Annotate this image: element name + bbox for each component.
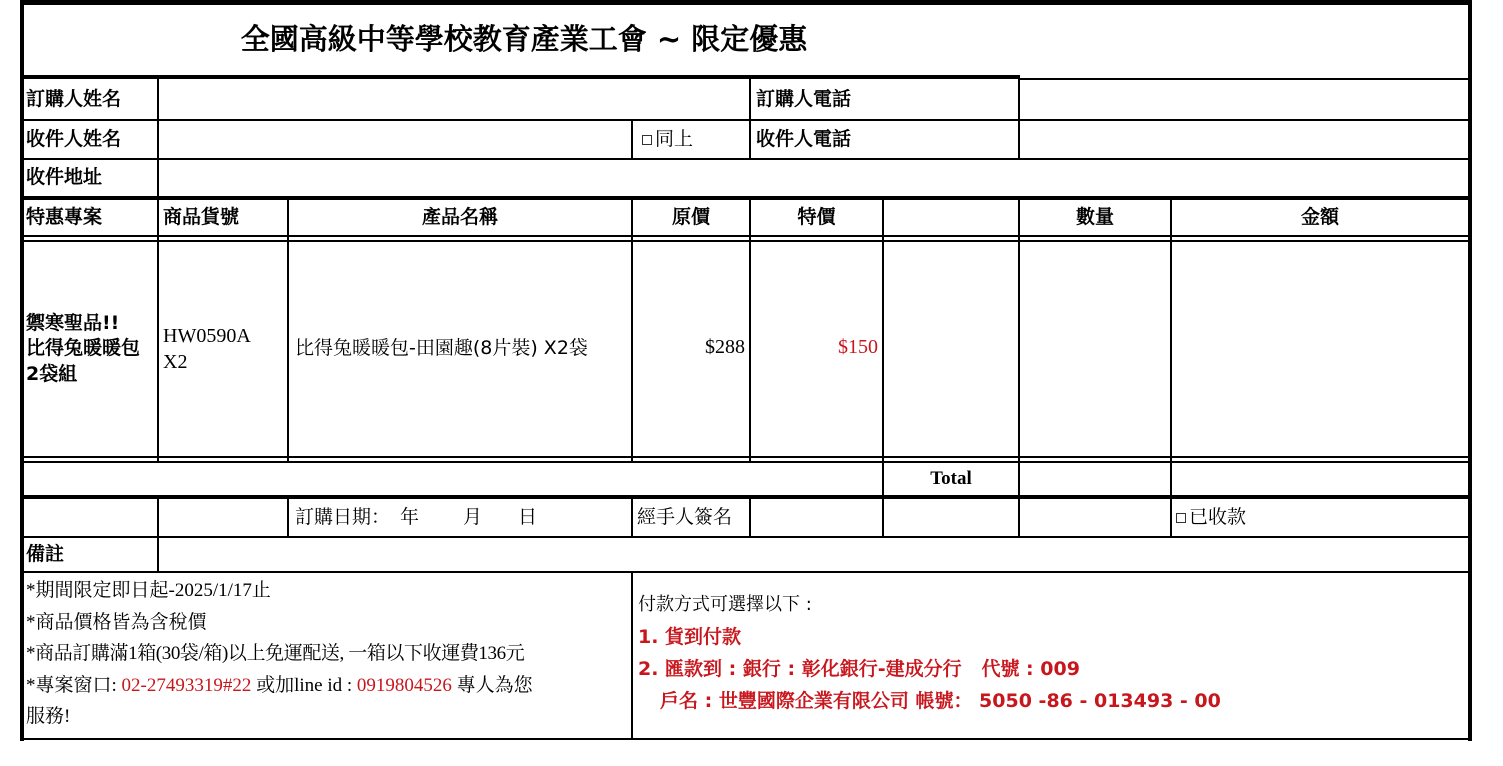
note-contact-mid: 或加line id : bbox=[251, 674, 357, 696]
col-a bbox=[157, 78, 159, 463]
item-quantity-field[interactable] bbox=[1020, 242, 1170, 456]
promo-line-2: 比得兔暖暖包 bbox=[26, 337, 141, 360]
payment-received-label: 已收款 bbox=[1189, 505, 1247, 528]
payment-received-checkbox[interactable] bbox=[1176, 499, 1246, 536]
col-b bbox=[287, 198, 289, 463]
orderer-phone-label: 訂購人電話 bbox=[756, 87, 852, 110]
handler-signature-field[interactable] bbox=[751, 499, 882, 536]
same-as-above-label: 同上 bbox=[655, 127, 694, 150]
remarks-label: 備註 bbox=[26, 542, 65, 565]
notes-block bbox=[26, 575, 626, 733]
header-original-price: 原價 bbox=[671, 205, 710, 228]
remarks-field[interactable] bbox=[163, 538, 1463, 571]
page-title: 全國高級中等學校教育產業工會 ~ 限定優惠 bbox=[240, 22, 808, 57]
sku-line-1: HW0590A bbox=[163, 325, 251, 347]
order-date-year: 年 bbox=[400, 505, 420, 528]
handler-signature-label: 經手人簽名 bbox=[637, 505, 733, 528]
promo-name bbox=[26, 242, 140, 456]
header-sku: 商品貨號 bbox=[163, 205, 240, 228]
border-right bbox=[1468, 0, 1472, 741]
note-line-4 bbox=[26, 670, 626, 702]
total-quantity-field[interactable] bbox=[1020, 463, 1170, 495]
promo-line-3: 2袋組 bbox=[26, 362, 78, 385]
recipient-phone-label: 收件人電話 bbox=[756, 127, 852, 150]
promo-line-1: 禦寒聖品!! bbox=[26, 311, 120, 334]
rule-header-a bbox=[20, 235, 1472, 237]
item-original-price: $288 bbox=[705, 335, 745, 358]
recipient-phone-field[interactable] bbox=[1024, 121, 1464, 158]
col-f bbox=[1018, 78, 1020, 160]
order-date-month: 月 bbox=[463, 505, 483, 528]
checkbox-icon bbox=[1176, 513, 1186, 523]
checkbox-icon bbox=[642, 135, 652, 145]
orderer-phone-field[interactable] bbox=[1024, 80, 1464, 119]
col-a-footer bbox=[157, 497, 159, 573]
orderer-name-label: 訂購人姓名 bbox=[26, 87, 122, 110]
same-as-above-checkbox[interactable] bbox=[642, 121, 693, 158]
sku-line-2: X2 bbox=[163, 351, 188, 373]
total-label: Total bbox=[930, 468, 972, 490]
payment-intro: 付款方式可選擇以下 : bbox=[638, 594, 812, 615]
payment-option-2: 2. 匯款到 : 銀行 : 彰化銀行-建成分行 代號 : 009 bbox=[638, 658, 1080, 680]
order-date[interactable] bbox=[295, 499, 631, 536]
recipient-name-field[interactable] bbox=[163, 121, 629, 158]
payment-option-1: 1. 貨到付款 bbox=[638, 626, 742, 648]
header-blank bbox=[884, 200, 1018, 235]
item-amount-field[interactable] bbox=[1172, 242, 1468, 456]
header-amount: 金額 bbox=[1300, 205, 1339, 228]
col-c bbox=[631, 119, 633, 160]
note-contact-prefix: *專案窗口: bbox=[26, 674, 122, 696]
total-amount-field[interactable] bbox=[1172, 463, 1468, 495]
item-product-name: 比得兔暖暖包-田園趣(8片裝) X2袋 bbox=[295, 337, 588, 360]
note-contact-suffix: 專人為您 bbox=[451, 674, 533, 696]
rule-item-a bbox=[20, 456, 1472, 458]
recipient-name-label: 收件人姓名 bbox=[26, 127, 122, 150]
note-line-2: *商品價格皆為含稅價 bbox=[26, 611, 207, 633]
order-date-label: 訂購日期： bbox=[295, 505, 391, 528]
header-special-price: 特價 bbox=[797, 205, 836, 228]
note-contact-phone: 02-27493319#22 bbox=[121, 674, 252, 696]
address-label: 收件地址 bbox=[26, 166, 103, 189]
rule-remarks bbox=[20, 571, 1472, 573]
header-product-name: 產品名稱 bbox=[421, 205, 498, 228]
border-bottom bbox=[20, 738, 1472, 740]
rule-under-title bbox=[20, 75, 1020, 79]
header-quantity: 數量 bbox=[1075, 205, 1114, 228]
address-field[interactable] bbox=[163, 160, 1463, 196]
payment-block bbox=[638, 589, 1464, 717]
col-d bbox=[749, 78, 751, 160]
note-line-1: *期間限定即日起-2025/1/17止 bbox=[26, 580, 271, 601]
item-sku bbox=[163, 242, 251, 456]
col-c-footer bbox=[631, 497, 633, 538]
item-special-price: $150 bbox=[838, 335, 878, 358]
col-c-notes bbox=[631, 571, 633, 740]
order-form bbox=[20, 0, 1472, 741]
border-left bbox=[20, 0, 24, 741]
note-contact-line-id: 0919804526 bbox=[356, 674, 452, 696]
note-line-5: 服務! bbox=[26, 706, 71, 727]
orderer-name-field[interactable] bbox=[163, 80, 747, 119]
note-line-3: *商品訂購滿1箱(30袋/箱)以上免運配送, 一箱以下收運費136元 bbox=[26, 643, 525, 664]
col-b-footer bbox=[287, 497, 289, 538]
rule-total-bottom bbox=[20, 495, 1472, 499]
payment-account: 戶名 : 世豐國際企業有限公司 帳號： 5050 -86 - 013493 - 00 bbox=[660, 690, 1221, 712]
order-date-day: 日 bbox=[518, 505, 538, 528]
header-promo: 特惠專案 bbox=[26, 205, 103, 228]
